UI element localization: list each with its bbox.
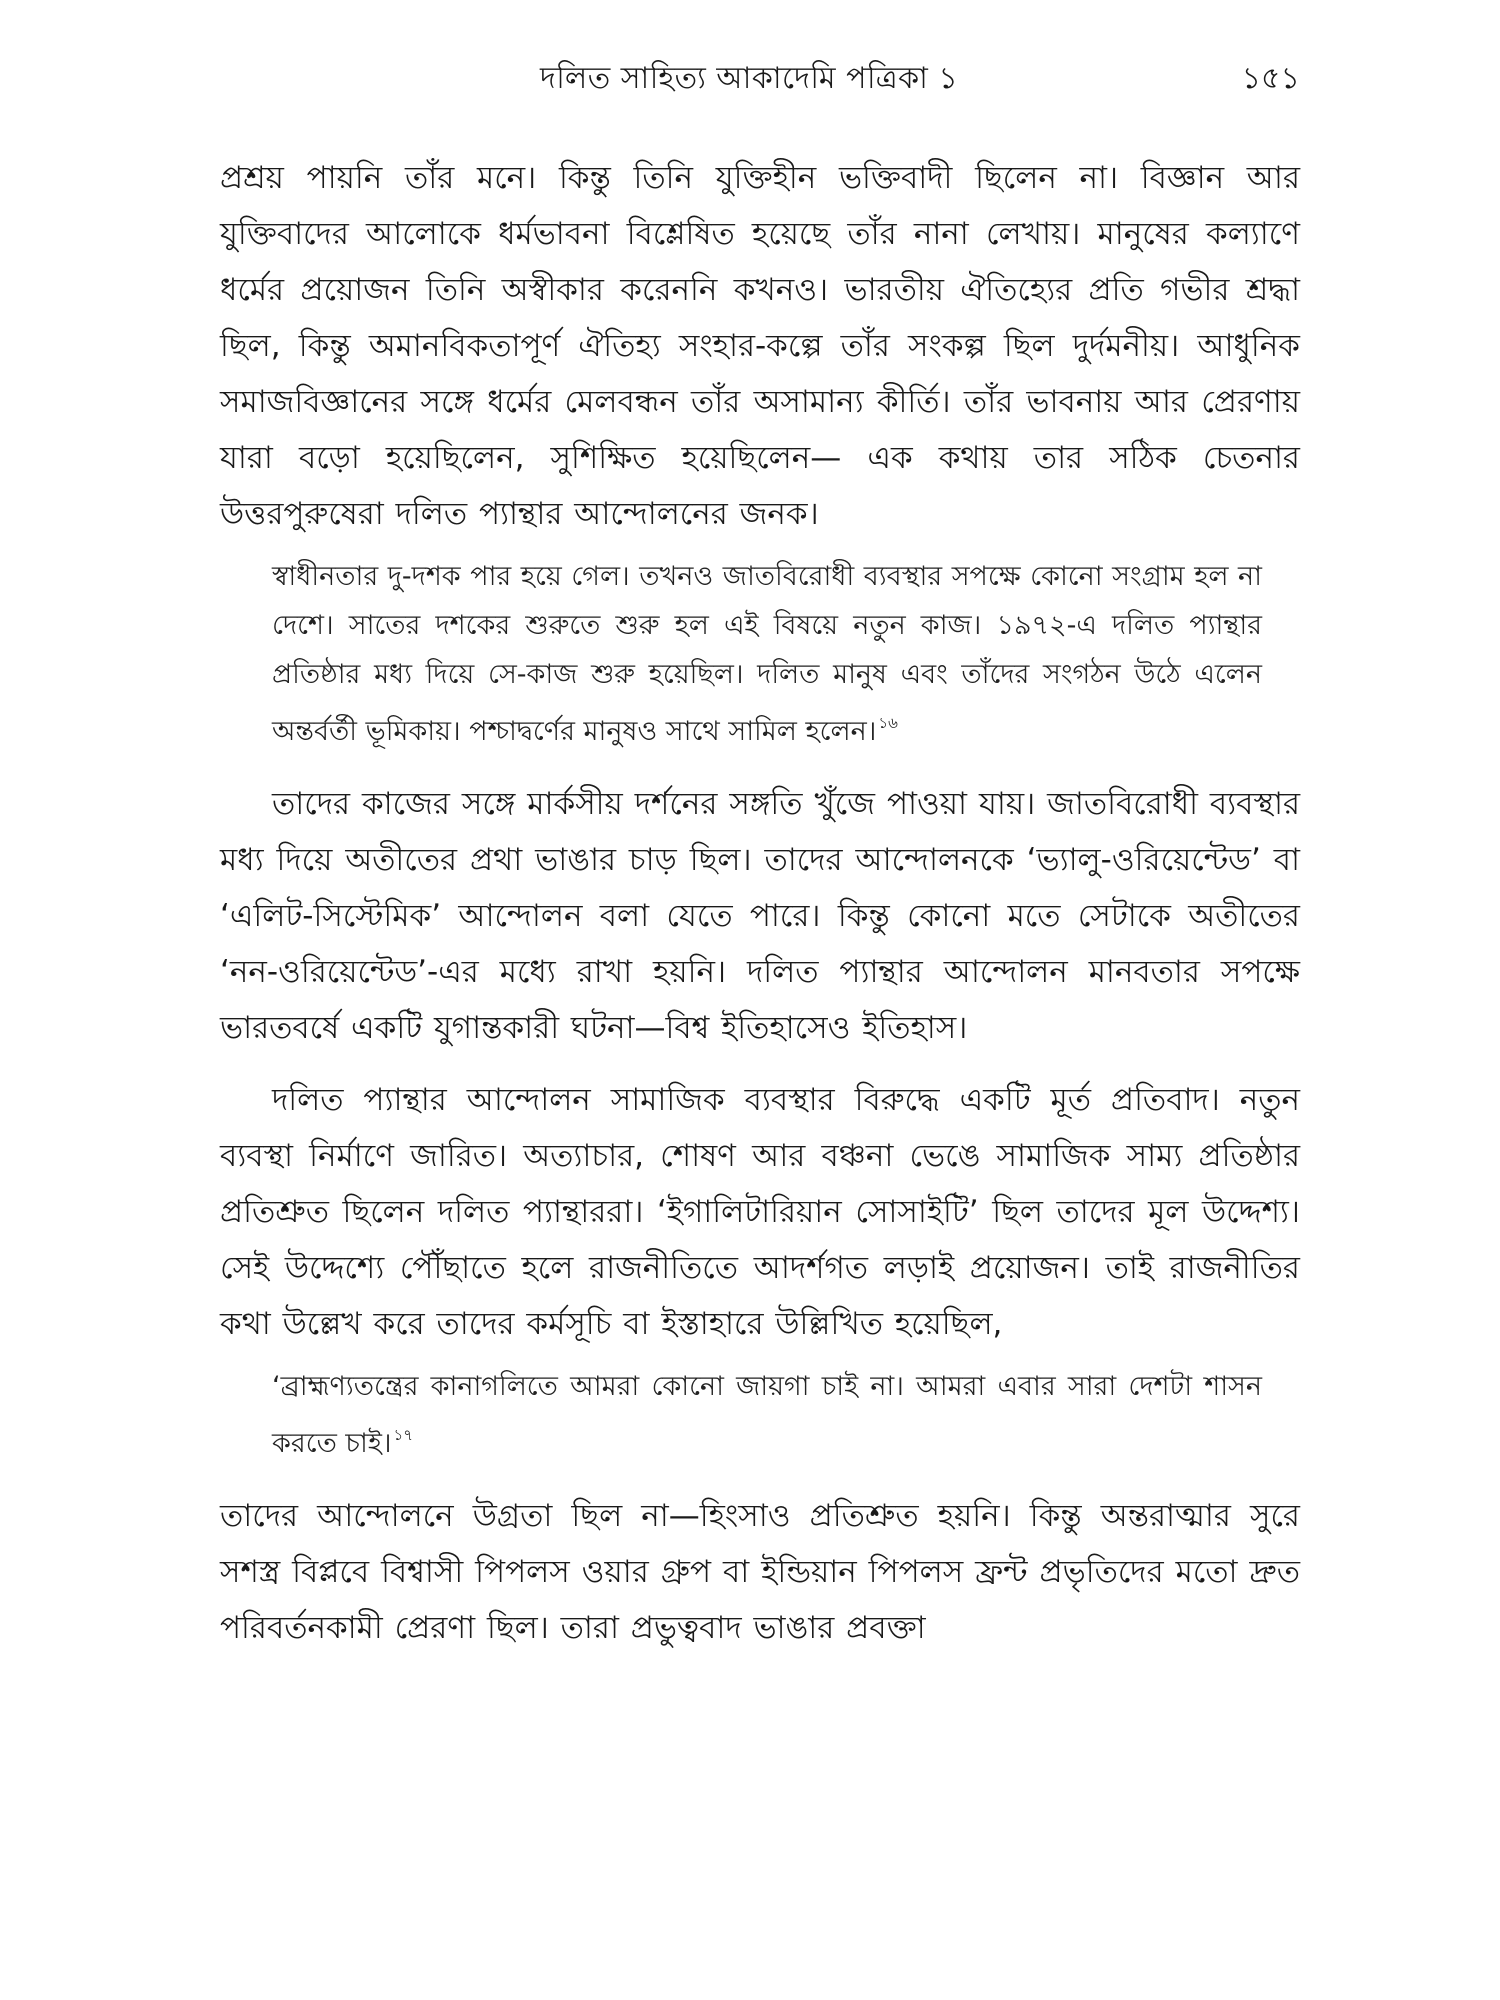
quote-1-text: স্বাধীনতার দু-দশক পার হয়ে গেল। তখনও জাতবিরোধী ব্যবস্থার সপক্ষে কোনো সংগ্রাম হল না দেশে। সাতের দশকের শুরুতে শুরু হল এই বিষয়ে নতুন কাজ। ১৯৭২-এ দলিত প্যান্থার প্রতিষ্ঠার মধ্য দিয়ে সে-কাজ শুরু হয়েছিল। দলিত মানুষ এবং তাঁদের সংগঠন উঠে এলেন অন্তর্বর্তী ভূমিকায়। পশ্চাদ্বর্ণের মানুষও সাথে সামিল হলেন। <box>272 561 1262 747</box>
paragraph-1: প্রশ্রয় পায়নি তাঁর মনে। কিন্তু তিনি যুক্তিহীন ভক্তিবাদী ছিলেন না। বিজ্ঞান আর যুক্তিবাদের আলোকে ধর্মভাবনা বিশ্লেষিত হয়েছে তাঁর নানা লেখায়। মানুষের কল্যাণে ধর্মের প্রয়োজন তিনি অস্বীকার করেননি কখনও। ভারতীয় ঐতিহ্যের প্রতি গভীর শ্রদ্ধা ছিল, কিন্তু অমানবিকতাপূর্ণ ঐতিহ্য সংহার-কল্পে তাঁর সংকল্প ছিল দুর্দমনীয়। আধুনিক সমাজবিজ্ঞানের সঙ্গে ধর্মের মেলবন্ধন তাঁর অসামান্য কীর্তি। তাঁর ভাবনায় আর প্রেরণায় যারা বড়ো হয়েছিলেন, সুশিক্ষিত হয়েছিলেন— এক কথায় তার সঠিক চেতনার উত্তরপুরুষেরা দলিত প্যান্থার আন্দোলনের জনক। <box>220 160 1300 532</box>
page-header <box>220 54 1300 114</box>
paragraph-2: তাদের কাজের সঙ্গে মার্কসীয় দর্শনের সঙ্গতি খুঁজে পাওয়া যায়। জাতবিরোধী ব্যবস্থার মধ্য দিয়ে অতীতের প্রথা ভাঙার চাড় ছিল। তাদের আন্দোলনকে ‘ভ্যালু-ওরিয়েন্টেড’ বা ‘এলিট-সিস্টেমিক’ আন্দোলন বলা যেতে পারে। কিন্তু কোনো মতে সেটাকে অতীতের ‘নন-ওরিয়েন্টেড’-এর মধ্যে রাখা হয়নি। দলিত প্যান্থার আন্দোলন মানবতার সপক্ষে ভারতবর্ষে একটি যুগান্তকারী ঘটনা—বিশ্ব ইতিহাসেও ইতিহাস। <box>220 786 1300 1046</box>
body-text <box>220 150 1300 1672</box>
block-quote-1 <box>272 552 1262 756</box>
block-quote-2 <box>272 1362 1262 1468</box>
quote-2-text: ‘ব্রাহ্মণ্যতন্ত্রের কানাগলিতে আমরা কোনো জায়গা চাই না। আমরা এবার সারা দেশটা শাসন করতে চাই। <box>272 1371 1262 1459</box>
paragraph-4: তাদের আন্দোলনে উগ্রতা ছিল না—হিংসাও প্রতিশ্রুত হয়নি। কিন্তু অন্তরাত্মার সুরে সশস্ত্র বিপ্লবে বিশ্বাসী পিপলস ওয়ার গ্রুপ বা ইন্ডিয়ান পিপলস ফ্রন্ট প্রভৃতিদের মতো দ্রুত পরিবর্তনকামী প্রেরণা ছিল। তারা প্রভুত্ববাদ ভাঙার প্রবক্তা <box>220 1498 1300 1646</box>
page-number: ১৫১ <box>1241 61 1300 96</box>
paragraph-3: দলিত প্যান্থার আন্দোলন সামাজিক ব্যবস্থার বিরুদ্ধে একটি মূর্ত প্রতিবাদ। নতুন ব্যবস্থা নির্মাণে জারিত। অত্যাচার, শোষণ আর বঞ্চনা ভেঙে সামাজিক সাম্য প্রতিষ্ঠার প্রতিশ্রুত ছিলেন দলিত প্যান্থাররা। ‘ইগালিটারিয়ান সোসাইটি’ ছিল তাদের মূল উদ্দেশ্য। সেই উদ্দেশ্যে পৌঁছাতে হলে রাজনীতিতে আদর্শগত লড়াই প্রয়োজন। তাই রাজনীতির কথা উল্লেখ করে তাদের কর্মসূচি বা ইস্তাহারে উল্লিখিত হয়েছিল, <box>220 1082 1300 1342</box>
running-title: দলিত সাহিত্য আকাদেমি পত্রিকা ১ <box>540 61 959 96</box>
footnote-ref-16: ১৬ <box>878 714 898 732</box>
footnote-ref-17: ১৭ <box>393 1426 414 1444</box>
